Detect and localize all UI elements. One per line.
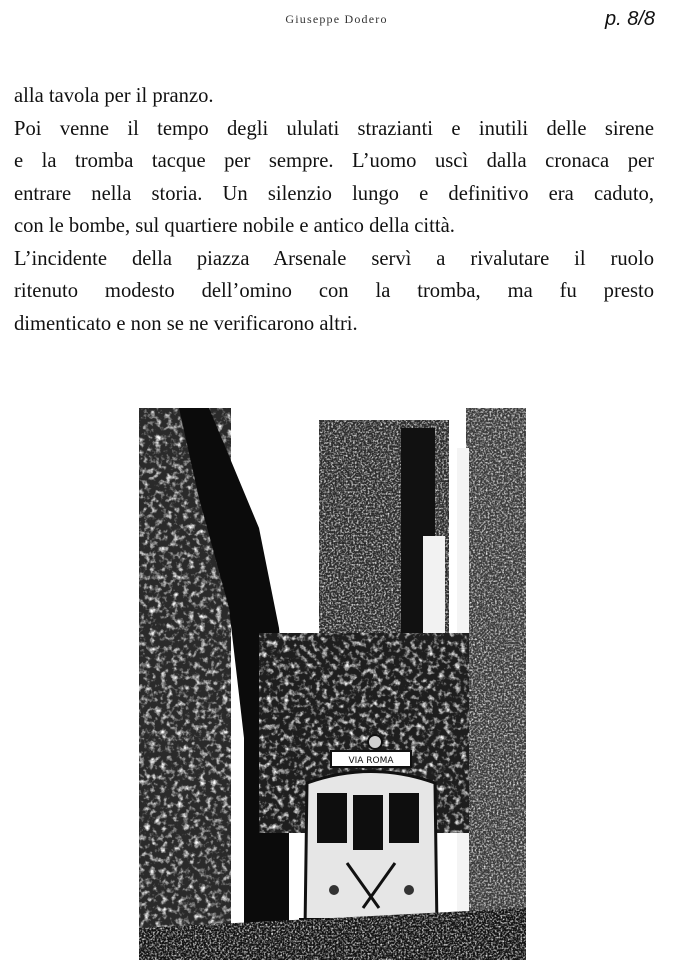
- tower: [319, 420, 449, 646]
- historic-tram-photo: [139, 408, 526, 960]
- text-line: ritenuto modesto dell’omino con la tromba, ma fu presto: [14, 280, 654, 302]
- text-line: Poi venne il tempo degli ululati strazianti e inutili delle sirene: [14, 117, 654, 140]
- text-line: con le bombe, sul quartiere nobile e antico della città.: [14, 215, 455, 237]
- tram-destination-sign: VIA ROMA: [348, 756, 394, 766]
- text-line: dimenticato e non se ne verificarono altri.: [14, 312, 358, 335]
- text-line: e la tromba tacque per sempre. L’uomo uscì dalla cronaca per: [14, 150, 654, 172]
- text-line: entrare nella storia. Un silenzio lungo e definitivo era caduto,: [14, 182, 654, 205]
- body-text: [14, 80, 654, 340]
- page-number: p. 8/8: [604, 8, 655, 30]
- text-line: L’incidente della piazza Arsenale servì a rivalutare il ruolo: [14, 247, 654, 270]
- text-line: alla tavola per il pranzo.: [14, 85, 214, 107]
- running-header-author: Giuseppe Dodero: [285, 12, 388, 26]
